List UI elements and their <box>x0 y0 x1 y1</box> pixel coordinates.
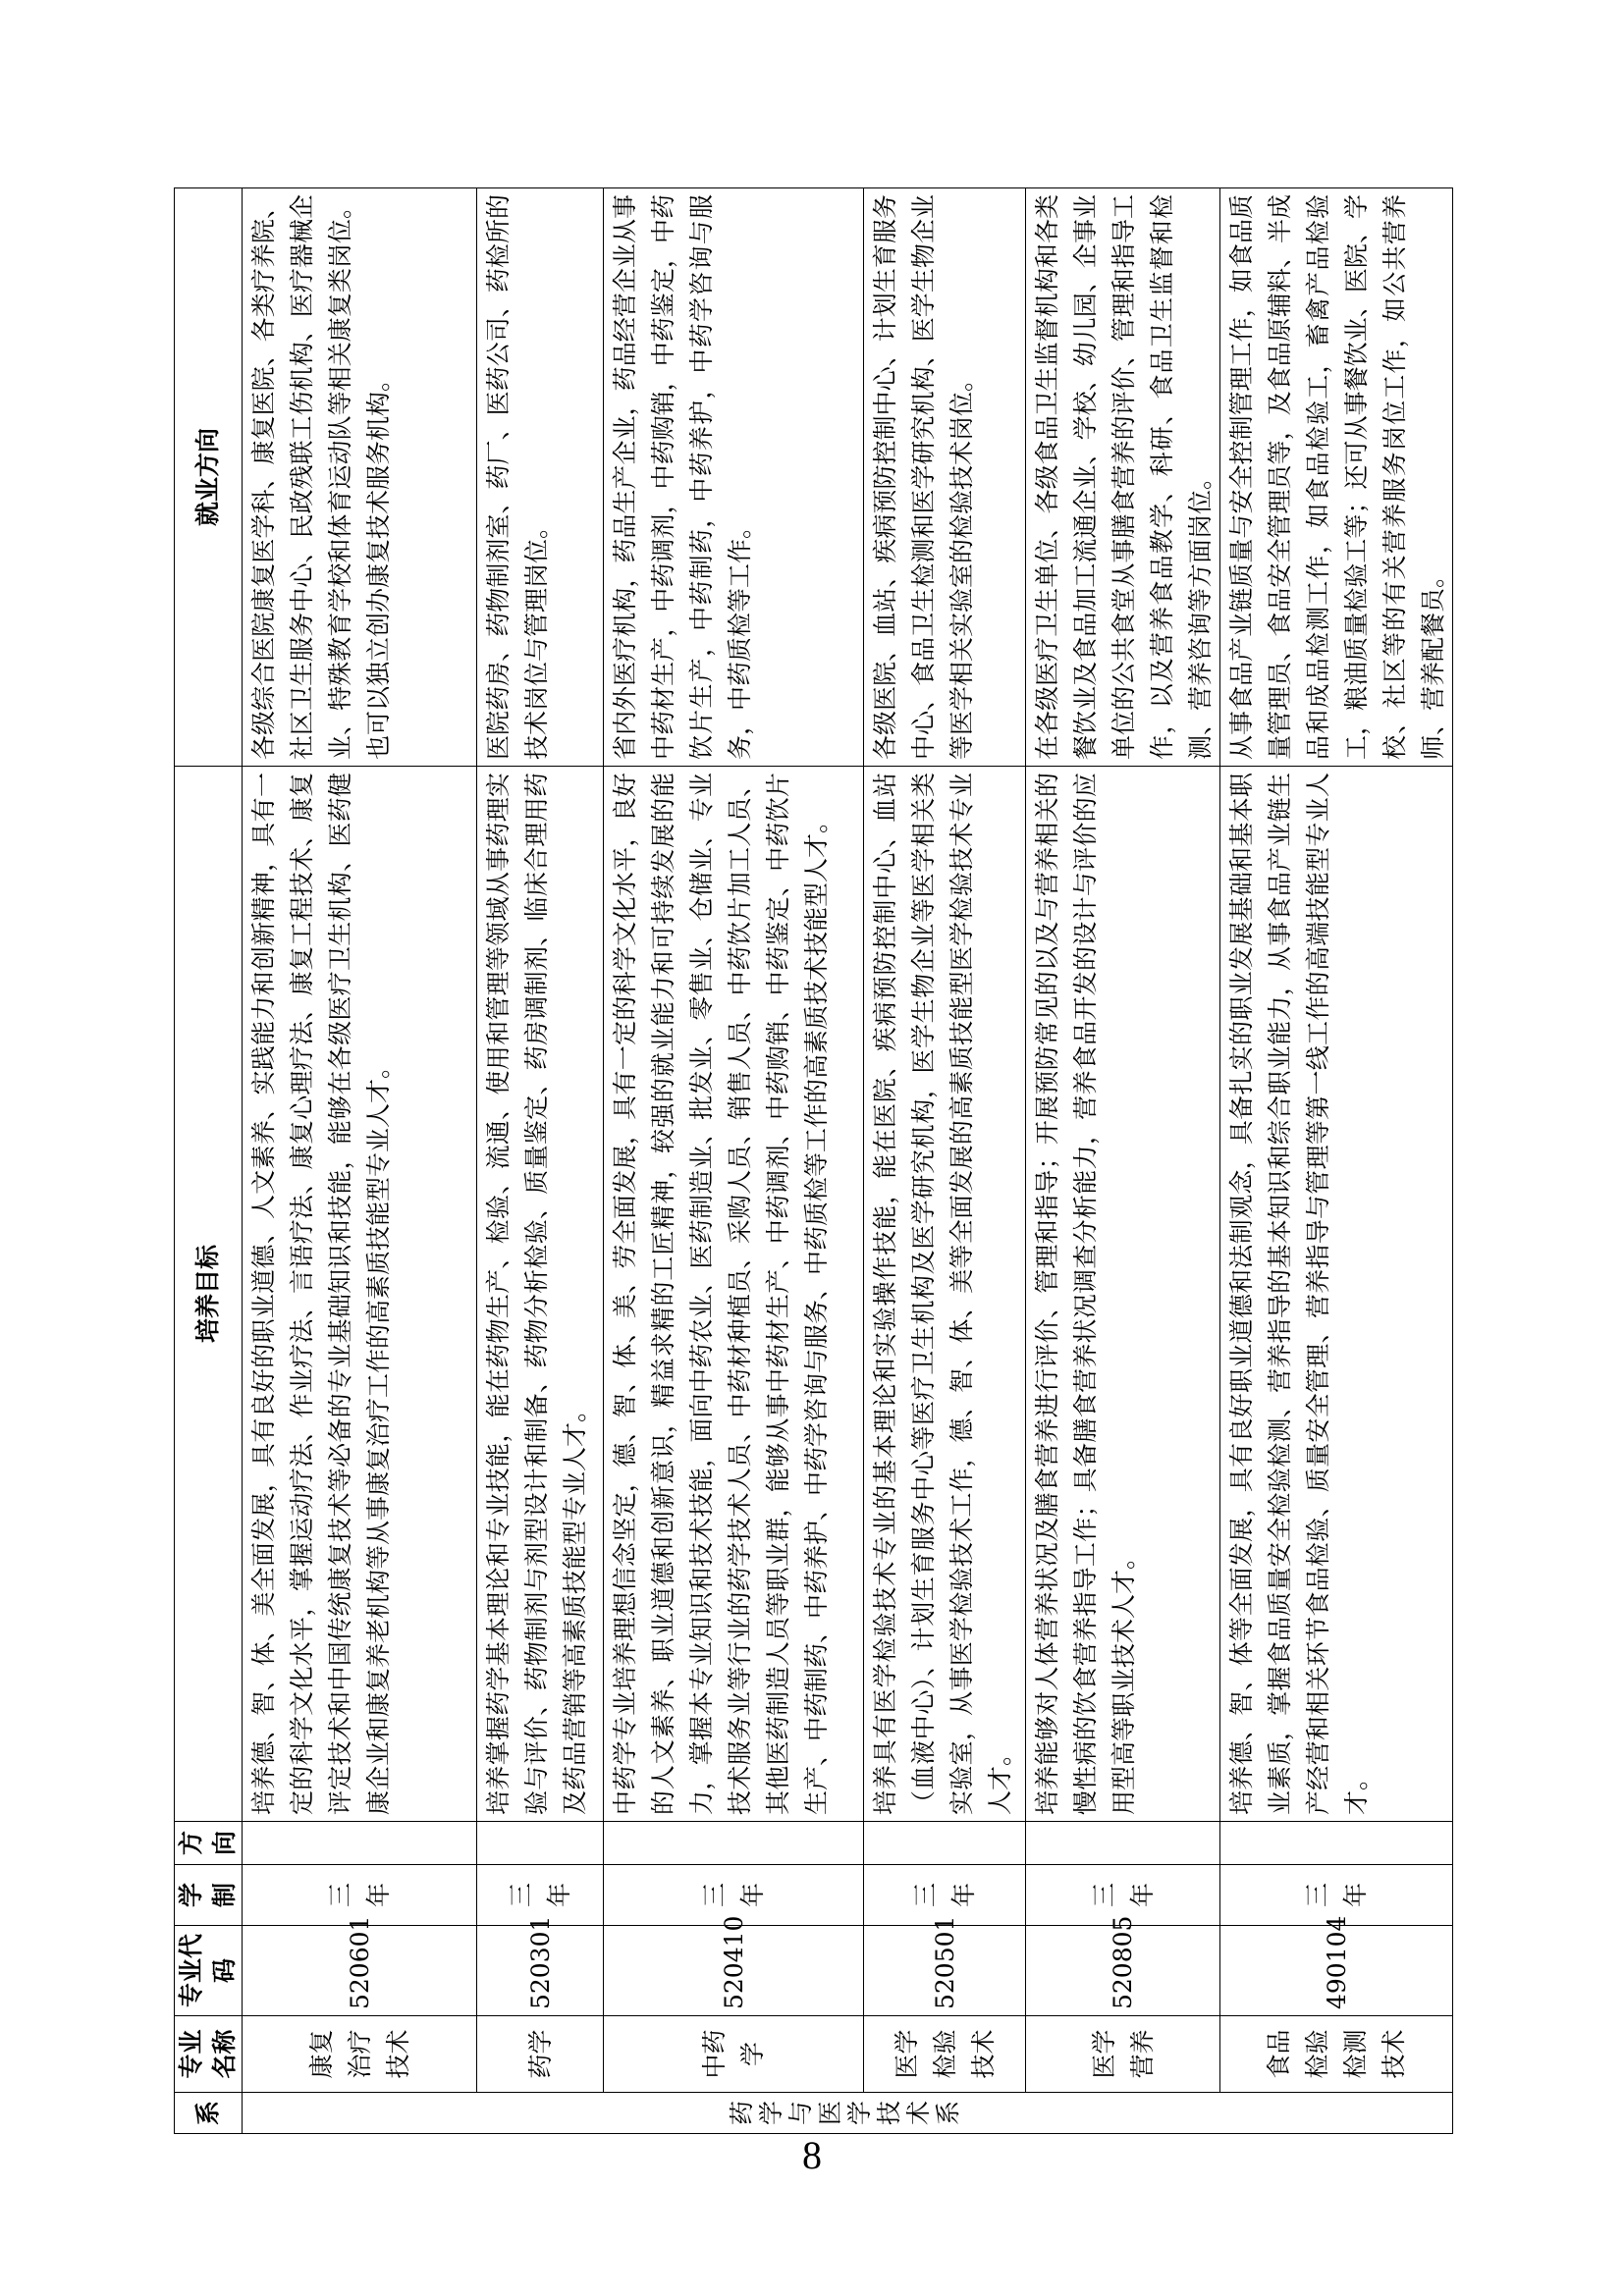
program-direction <box>477 1822 604 1865</box>
program-career: 各级综合医院康复医学科、康复医院、各类疗养院、社区卫生服务中心、民政残联工伤机构、医疗器械企业、特殊教育学校和体育运动队等相关康复类岗位。也可以独立创办康复技术服务机构。 <box>243 188 477 767</box>
department-cell <box>243 2093 1453 2134</box>
program-duration: 三年 <box>1220 1865 1453 1926</box>
table-row <box>477 188 604 2134</box>
program-table <box>174 187 1453 2134</box>
page-number: 8 <box>802 2133 822 2177</box>
program-code: 490104 <box>1220 1926 1453 2016</box>
table-row <box>604 188 864 2134</box>
program-goal: 培养德、智、体、美全面发展，具有良好的职业道德、人文素养、实践能力和创新精神，具有一定的科学文化水平，掌握运动疗法、作业疗法、言语疗法、康复心理疗法、康复工程技术、康复评定技术和中国传统康复技术等必备的专业基础知识和技能，能够在各级医疗卫生机构、医药健康企业和康复养老机构等从事康复治疗工作的高素质技能型专业人才。 <box>243 767 477 1822</box>
table-header-row <box>175 188 243 2134</box>
program-code: 520805 <box>1026 1926 1220 2016</box>
program-direction <box>243 1822 477 1865</box>
program-name: 康复治疗技术 <box>243 2016 477 2093</box>
program-name: 食品检验检测技术 <box>1220 2016 1453 2093</box>
header-code: 专业代码 <box>175 1926 243 2016</box>
header-name: 专业名称 <box>175 2016 243 2093</box>
table-row <box>1026 188 1220 2134</box>
program-name: 医学营养 <box>1026 2016 1220 2093</box>
header-goal: 培养目标 <box>175 767 243 1822</box>
table-row <box>243 188 477 2134</box>
program-career: 从事食品产业链质量与安全控制管理工作，如食品质量管理员、食品安全管理员等，及食品原辅料、半成品和成品检测工作，如食品检验工，畜禽产品检验工，粮油质量检验工等；还可从事餐饮业、医院、学校、社区等的有关营养服务岗位工作，如公共营养师、营养配餐员。 <box>1220 188 1453 767</box>
program-name: 医学检验技术 <box>864 2016 1026 2093</box>
program-goal: 培养德、智、体等全面发展，具有良好职业道德和法制观念，具备扎实的职业发展基础和基本职业素质，掌握食品质量安全检验检测、营养指导的基本知识和综合职业能力，从事食品产业链生产经营和相关环节食品检验、质量安全管理、营养指导与管理等第一线工作的高端技能型专业人才。 <box>1220 767 1453 1822</box>
header-direction: 方向 <box>175 1822 243 1865</box>
department-name: 药 学 与 医 学 技 术 系 <box>728 2101 962 2126</box>
program-name: 药学 <box>477 2016 604 2093</box>
program-duration: 三年 <box>864 1865 1026 1926</box>
program-career: 在各级医疗卫生单位、各级食品卫生监督机构和各类餐饮业及食品加工流通企业、学校、幼儿园、企事业单位的公共食堂从事膳食营养的评价、管理和指导工作，以及营养食品教学、科研、食品卫生监督和检测、营养咨询等方面岗位。 <box>1026 188 1220 767</box>
program-goal: 培养能够对人体营养状况及膳食营养进行评价、管理和指导；开展预防常见的以及与营养相关的慢性病的饮食营养指导工作；具备膳食营养状况调查分析能力，营养食品开发的设计与评价的应用型高等职业技术人才。 <box>1026 767 1220 1822</box>
program-duration: 三年 <box>604 1865 864 1926</box>
program-code: 520501 <box>864 1926 1026 2016</box>
header-career: 就业方向 <box>175 188 243 767</box>
program-duration: 三年 <box>1026 1865 1220 1926</box>
program-direction <box>1026 1822 1220 1865</box>
header-duration: 学制 <box>175 1865 243 1926</box>
program-career: 医院药房、药物制剂室、药厂、医药公司、药检所的技术岗位与管理岗位。 <box>477 188 604 767</box>
program-goal: 培养具有医学检验技术专业的基本理论和实验操作技能，能在医院、疾病预防控制中心、血站（血液中心）、计划生育服务中心等医疗卫生机构及医学研究机构，医学生物企业等医学相关类实验室，从事医学检验技术工作，德、智、体、美等全面发展的高素质技能型医学检验技术专业人才。 <box>864 767 1026 1822</box>
program-duration: 三年 <box>477 1865 604 1926</box>
program-code: 520301 <box>477 1926 604 2016</box>
header-dept: 系 <box>175 2093 243 2134</box>
table-row <box>864 188 1026 2134</box>
program-goal: 培养掌握药学基本理论和专业技能，能在药物生产、检验、流通、使用和管理等领域从事药理实验与评价、药物制剂与剂型设计和制备、药物分析检验、质量鉴定、药房调制剂、临床合理用药及药品营销等高素质技能型专业人才。 <box>477 767 604 1822</box>
program-code: 520410 <box>604 1926 864 2016</box>
program-direction <box>604 1822 864 1865</box>
program-goal: 中药学专业培养理想信念坚定，德、智、体、美、劳全面发展，具有一定的科学文化水平，良好的人文素养、职业道德和创新意识，精益求精的工匠精神，较强的就业能力和可持续发展的能力，掌握本专业知识和技术技能，面向中药农业、医药制造业、批发业、零售业、仓储业、专业技术服务业等行业的药学技术人员、中药材种植员、采购人员、销售人员、中药饮片加工人员、其他医药制造人员等职业群，能够从事中药材生产、中药调剂、中药购销、中药鉴定、中药饮片生产、中药制药、中药养护、中药学咨询与服务、中药质检等工作的高素质技术技能型人才。 <box>604 767 864 1822</box>
program-career: 省内外医疗机构，药品生产企业，药品经营企业从事中药材生产，中药调剂，中药购销，中药鉴定，中药饮片生产，中药制药，中药养护，中药学咨询与服务，中药质检等工作。 <box>604 188 864 767</box>
program-direction <box>1220 1822 1453 1865</box>
rotated-table-container <box>174 188 1447 2134</box>
program-direction <box>864 1822 1026 1865</box>
program-name: 中药学 <box>604 2016 864 2093</box>
program-duration: 三年 <box>243 1865 477 1926</box>
program-code: 520601 <box>243 1926 477 2016</box>
program-career: 各级医院、血站、疾病预防控制中心、计划生育服务中心、食品卫生检测和医学研究机构、医学生物企业等医学相关实验室的检验技术岗位。 <box>864 188 1026 767</box>
table-row <box>1220 188 1453 2134</box>
